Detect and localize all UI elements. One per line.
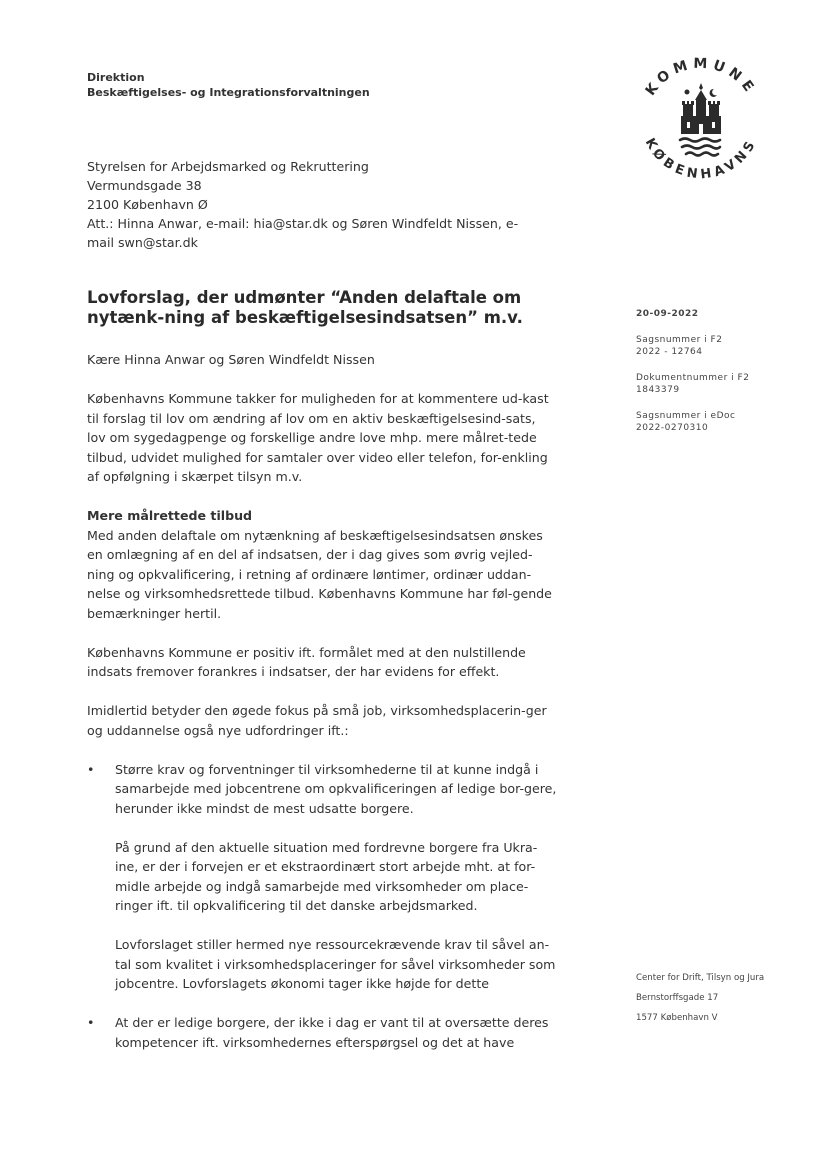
recipient-line: Att.: Hinna Anwar, e-mail: hia@star.dk og Søren Windfeldt Nissen, e- — [87, 216, 519, 231]
recipient-address — [87, 157, 557, 252]
footer-center: Center for Drift, Tilsyn og Jura — [636, 973, 765, 983]
logo-ring-bottom — [642, 136, 760, 183]
intro-paragraph: Københavns Kommune takker for muligheden for at kommentere ud-kast til forslag til lov om ændring af lov om en aktiv beskæftigelsesind-sats, lov om sygedagpenge og forskellige andre love mhp. mere målret-tede tilbud, udvidet mulighed for samtaler over video eller telefon, for-enkling af opfølgning i skærpet tilsyn m.v. — [87, 391, 549, 484]
challenges-list — [87, 760, 557, 1053]
case-number-edoc-value: 2022-0270310 — [636, 423, 709, 433]
section-paragraph: Med anden delaftale om nytænkning af beskæftigelsesindsatsen ønskes en omlægning af en del af indsatsen, der i dag gives som øvrig vejled-ning og opkvalificering, i retning af ordinære løntimer, ordinær uddan-nelse og virksomhedsrettede tilbud. Københavns Kommune har føl-gende bemærkninger hertil. — [87, 527, 552, 621]
recipient-line: 2100 København Ø — [87, 197, 208, 212]
case-number-edoc — [636, 410, 796, 434]
waves-icon — [680, 139, 720, 156]
positive-paragraph: Københavns Kommune er positiv ift. formålet med at den nulstillende indsats fremover forankres i indsatser, der har evidens for effekt. — [87, 644, 526, 679]
sender-administration: Beskæftigelses- og Integrationsforvaltningen — [87, 86, 370, 99]
case-number-f2 — [636, 334, 796, 358]
case-number-edoc-label: Sagsnummer i eDoc — [636, 411, 736, 421]
document-number-f2-value: 1843379 — [636, 385, 680, 395]
greeting: Kære Hinna Anwar og Søren Windfeldt Nissen — [87, 352, 375, 367]
sender-department: Direktion — [87, 71, 145, 84]
list-item — [87, 760, 557, 1014]
list-item — [87, 1013, 557, 1052]
case-metadata — [636, 308, 796, 448]
footer-city: 1577 København V — [636, 1013, 718, 1023]
section-heading: Mere målrettede tilbud — [87, 508, 253, 523]
recipient-line: Styrelsen for Arbejdsmarked og Rekruttering — [87, 159, 369, 174]
letter-date: 20-09-2022 — [636, 309, 699, 319]
sender-block — [87, 70, 370, 100]
bullet-2-text: • At der er ledige borgere, der ikke i dag er vant til at oversætte deres kompetencer ift. virksomhedernes efterspørgsel og det at have — [115, 1015, 549, 1050]
document-number-f2 — [636, 372, 796, 396]
recipient-line: Vermundsgade 38 — [87, 178, 202, 193]
logo-ring-top-text: KOMMUNE — [642, 55, 760, 99]
however-paragraph: Imidlertid betyder den øgede fokus på små job, virksomhedsplacerin-ger og uddannelse også nye udfordringer ift.: — [87, 703, 547, 738]
sender-address-footer — [636, 968, 806, 1028]
recipient-line: mail swn@star.dk — [87, 235, 198, 250]
bullet-1-paragraph-3: Lovforslaget stiller hermed nye ressourcekrævende krav til såvel an-tal som kvalitet i virksomhedsplaceringer for såvel virksomheder som jobcentre. Lovforslagets økonomi tager ikke højde for dette — [115, 937, 556, 991]
letter-body — [87, 350, 557, 1052]
case-number-f2-label: Sagsnummer i F2 — [636, 335, 723, 345]
logo-ring-bottom-text: KØBENHAVNS — [641, 135, 761, 183]
document-number-f2-label: Dokumentnummer i F2 — [636, 373, 750, 383]
bullet-1-paragraph-2: På grund af den aktuelle situation med fordrevne borgere fra Ukra-ine, er der i forvejen er et ekstraordinært stort arbejde mht. at for-midle arbejde og indgå samarbejde med virksomheder om place-ringer ift. til opkvalificering til det danske arbejdsmarked. — [115, 839, 538, 913]
case-number-f2-value: 2022 - 12764 — [636, 347, 703, 357]
letter-title: Lovforslag, der udmønter “Anden delaftale om nytænk-ning af beskæftigelsesindsatsen” m.v. — [87, 288, 523, 327]
koebenhavns-kommune-logo — [626, 48, 776, 198]
castle-icon — [681, 83, 721, 134]
bullet-1-text: • Større krav og forventninger til virksomhederne til at kunne indgå i samarbejde med jobcentrene om opkvalificeringen af ledige bor-gere, herunder ikke mindst de mest udsatte borgere. — [115, 761, 557, 816]
footer-street: Bernstorffsgade 17 — [636, 993, 719, 1003]
